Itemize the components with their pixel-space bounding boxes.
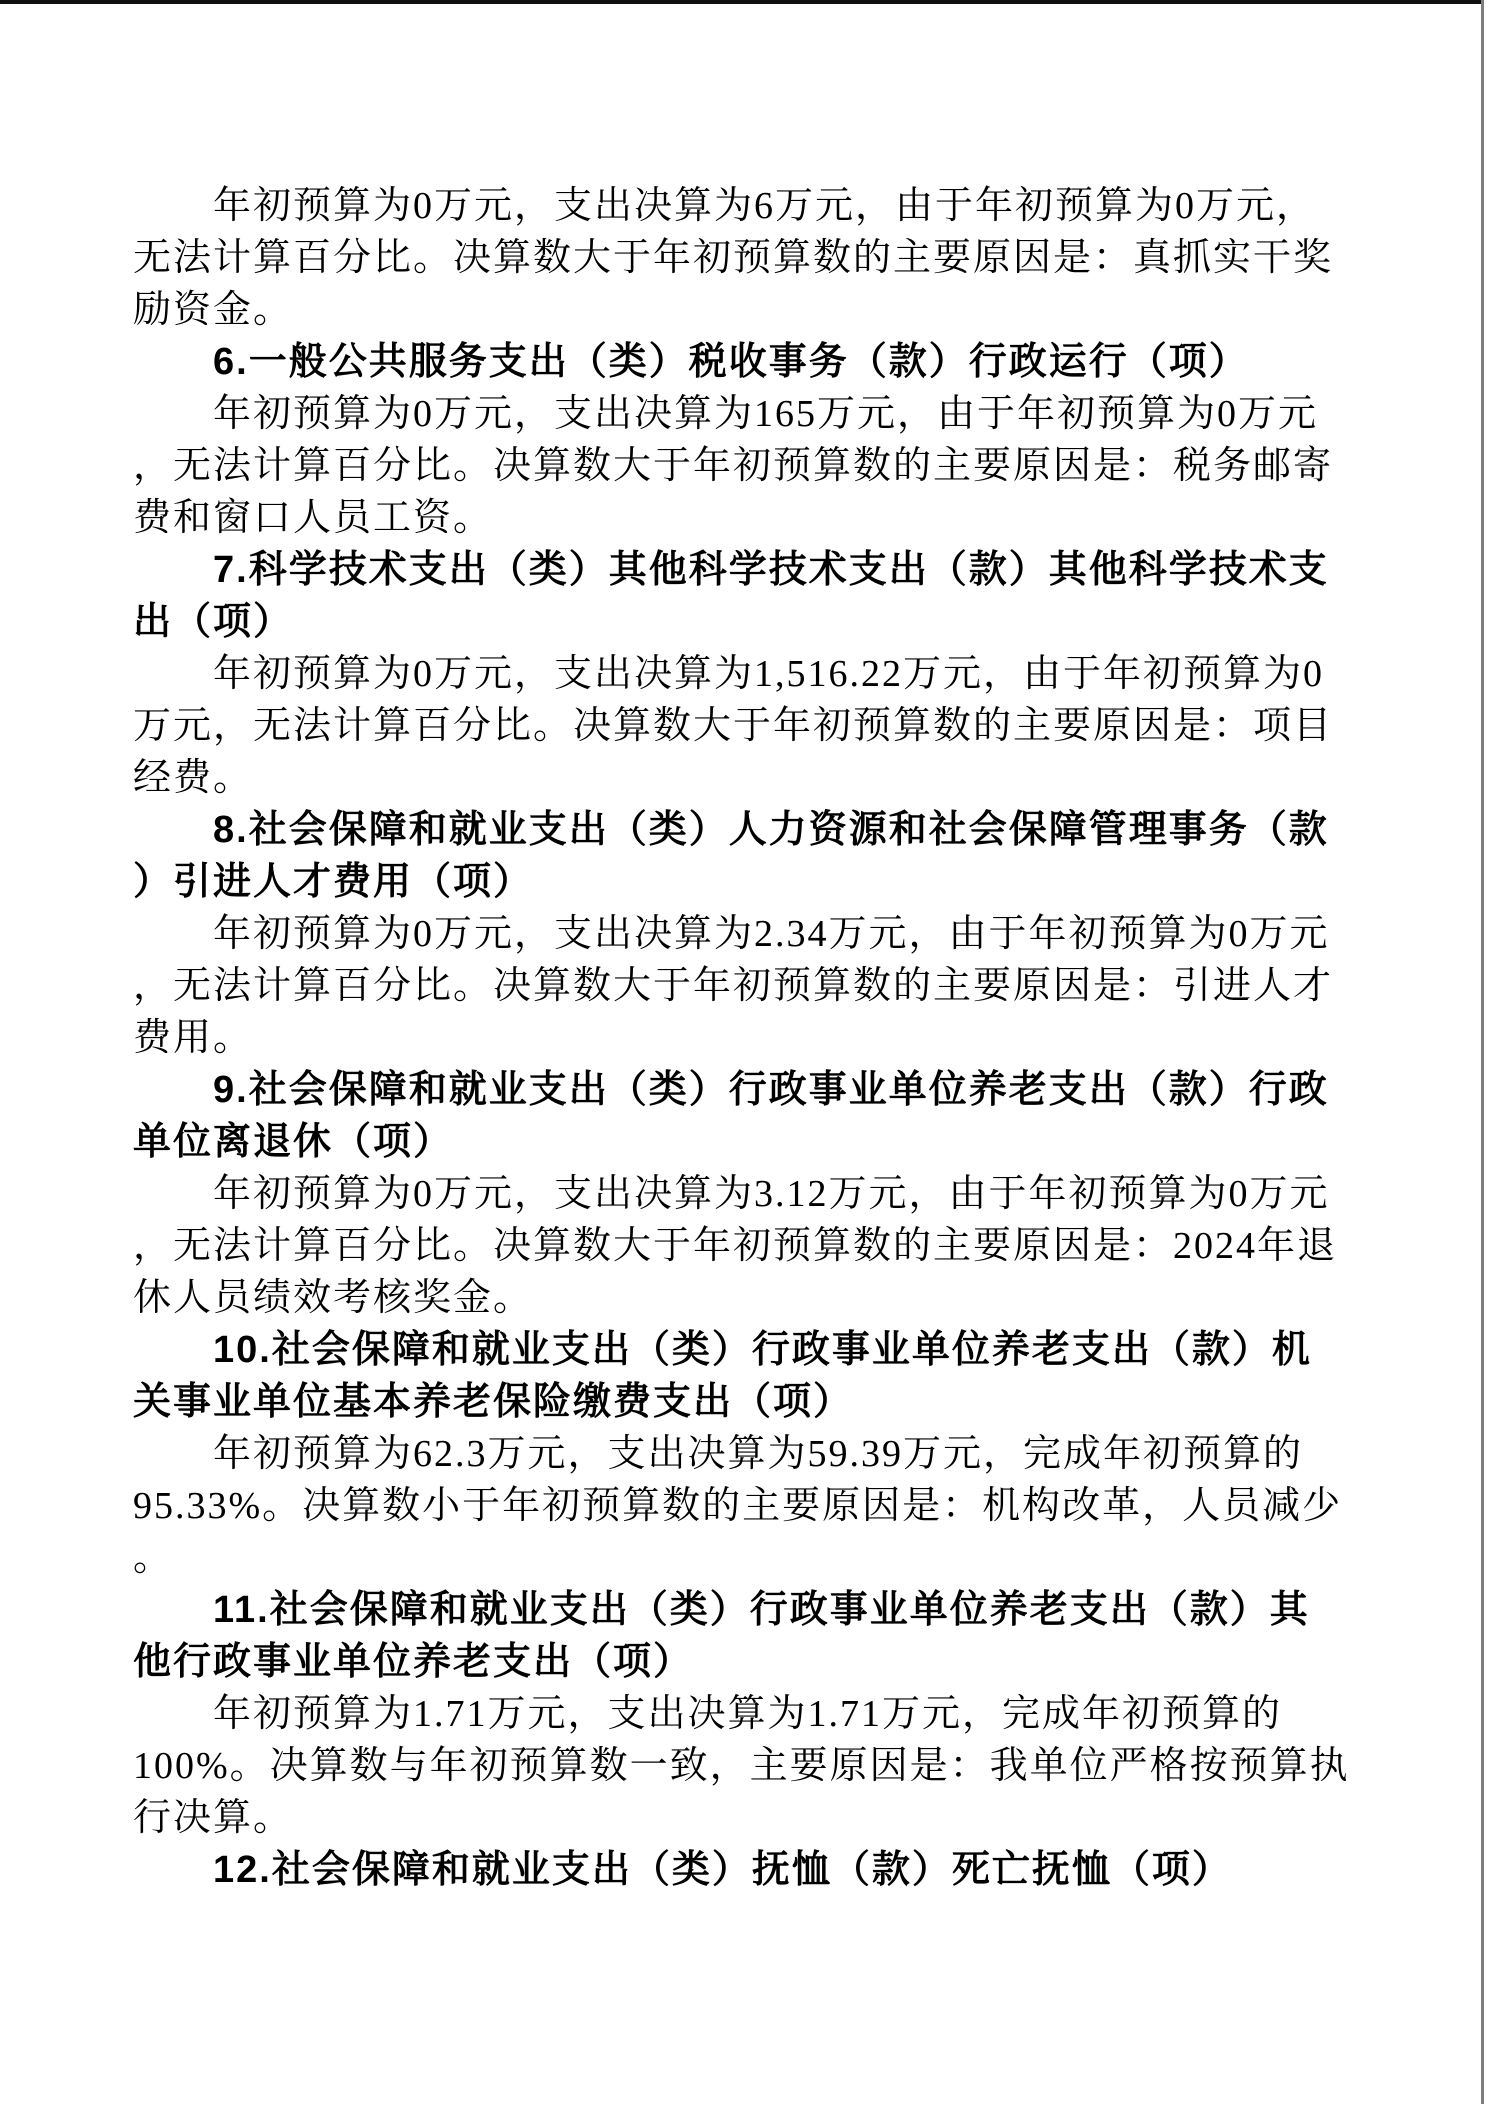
body-paragraph: [133, 1688, 1413, 1844]
heading-line: 关事业单位基本养老保险缴费支出（项）: [133, 1381, 854, 1423]
page-right-edge: [1481, 0, 1484, 2104]
section-heading: [133, 804, 1413, 908]
section-heading: [133, 1584, 1413, 1688]
paragraph-line: 费用。: [133, 1017, 254, 1059]
paragraph-line: 年初预算为62.3万元，支出决算为59.39万元，完成年初预算的: [133, 1433, 1304, 1475]
document-content: [133, 180, 1413, 1896]
body-paragraph: [133, 1428, 1413, 1584]
heading-line: 10.社会保障和就业支出（类）行政事业单位养老支出（款）机: [133, 1329, 1312, 1371]
heading-line: 11.社会保障和就业支出（类）行政事业单位养老支出（款）其: [133, 1589, 1310, 1631]
body-paragraph: [133, 180, 1413, 336]
paragraph-line: ，无法计算百分比。决算数大于年初预算数的主要原因是：引进人才: [133, 965, 1334, 1007]
paragraph-line: ，无法计算百分比。决算数大于年初预算数的主要原因是：税务邮寄: [133, 445, 1334, 487]
paragraph-line: 年初预算为0万元，支出决算为165万元，由于年初预算为0万元: [133, 393, 1319, 435]
heading-line: 单位离退休（项）: [133, 1121, 454, 1163]
heading-line: 他行政事业单位养老支出（项）: [133, 1641, 694, 1683]
heading-line: 出（项）: [133, 601, 294, 643]
heading-line: 7.科学技术支出（类）其他科学技术支出（款）其他科学技术支: [133, 549, 1329, 591]
paragraph-line: 年初预算为1.71万元，支出决算为1.71万元，完成年初预算的: [133, 1693, 1283, 1735]
body-paragraph: [133, 1168, 1413, 1324]
paragraph-line: ，无法计算百分比。决算数大于年初预算数的主要原因是：2024年退: [133, 1225, 1338, 1267]
section-heading: [133, 1844, 1413, 1896]
section-heading: [133, 1064, 1413, 1168]
paragraph-line: 经费。: [133, 757, 254, 799]
section-heading: [133, 1324, 1413, 1428]
heading-line: 12.社会保障和就业支出（类）抚恤（款）死亡抚恤（项）: [133, 1849, 1232, 1891]
paragraph-line: 年初预算为0万元，支出决算为3.12万元，由于年初预算为0万元: [133, 1173, 1330, 1215]
heading-line: 6.一般公共服务支出（类）税收事务（款）行政运行（项）: [133, 341, 1249, 383]
section-heading: [133, 336, 1413, 388]
heading-line: 9.社会保障和就业支出（类）行政事业单位养老支出（款）行政: [133, 1069, 1329, 1111]
section-heading: [133, 544, 1413, 648]
paragraph-line: 年初预算为0万元，支出决算为2.34万元，由于年初预算为0万元: [133, 913, 1330, 955]
body-paragraph: [133, 648, 1413, 804]
paragraph-line: 休人员绩效考核奖金。: [133, 1277, 534, 1319]
paragraph-line: 费和窗口人员工资。: [133, 497, 494, 539]
paragraph-line: 励资金。: [133, 289, 294, 331]
paragraph-line: 无法计算百分比。决算数大于年初预算数的主要原因是：真抓实干奖: [133, 237, 1334, 279]
paragraph-line: 年初预算为0万元，支出决算为6万元，由于年初预算为0万元，: [133, 185, 1317, 227]
paragraph-line: 万元，无法计算百分比。决算数大于年初预算数的主要原因是：项目: [133, 705, 1334, 747]
heading-line: ）引进人才费用（项）: [133, 861, 534, 903]
heading-line: 8.社会保障和就业支出（类）人力资源和社会保障管理事务（款: [133, 809, 1329, 851]
paragraph-line: 。: [133, 1537, 174, 1579]
paragraph-line: 95.33%。决算数小于年初预算数的主要原因是：机构改革，人员减少: [133, 1485, 1343, 1527]
paragraph-line: 100%。决算数与年初预算数一致，主要原因是：我单位严格按预算执: [133, 1745, 1350, 1787]
paragraph-line: 行决算。: [133, 1797, 294, 1839]
paragraph-line: 年初预算为0万元，支出决算为1,516.22万元，由于年初预算为0: [133, 653, 1325, 695]
body-paragraph: [133, 908, 1413, 1064]
body-paragraph: [133, 388, 1413, 544]
page-top-edge: [0, 0, 1484, 4]
